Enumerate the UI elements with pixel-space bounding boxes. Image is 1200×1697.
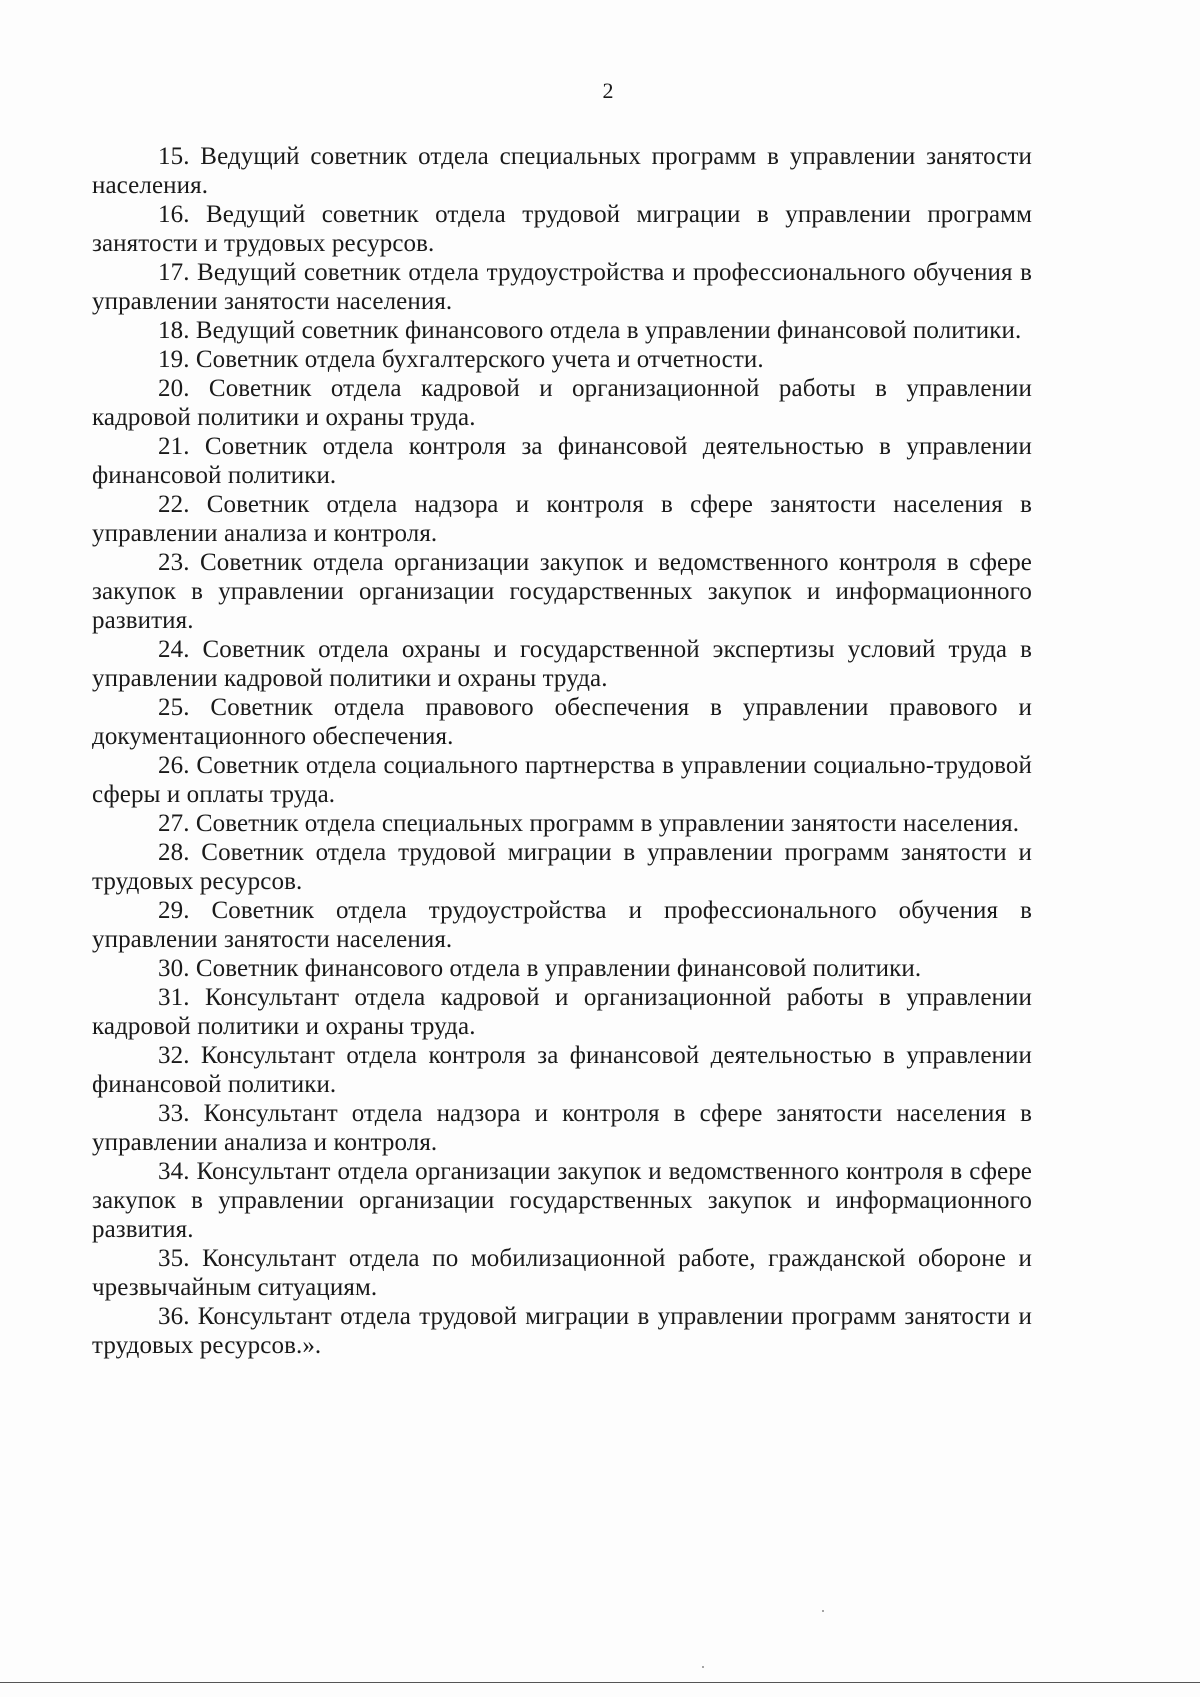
list-item: 27. Советник отдела специальных программ в управлении занятости населения. [158, 810, 1020, 837]
list-item: 17. Ведущий советник отдела трудоустройства и профессионального обучения в управлении занятости населения. [92, 259, 1032, 315]
scan-edge-line [0, 1682, 1200, 1683]
list-item: 19. Советник отдела бухгалтерского учета и отчетности. [158, 346, 764, 373]
list-item: 33. Консультант отдела надзора и контроля в сфере занятости населения в управлении анализа и контроля. [92, 1100, 1032, 1156]
position-list [92, 142, 1032, 1360]
list-item: 26. Советник отдела социального партнерства в управлении социально-трудовой сферы и оплаты труда. [92, 752, 1032, 808]
list-item: 22. Советник отдела надзора и контроля в сфере занятости населения в управлении анализа и контроля. [92, 491, 1032, 547]
scan-speck [822, 1610, 824, 1612]
list-item: 34. Консультант отдела организации закупок и ведомственного контроля в сфере закупок в управлении организации государственных закупок и информационного развития. [92, 1158, 1032, 1243]
list-item: 35. Консультант отдела по мобилизационной работе, гражданской обороне и чрезвычайным ситуациям. [92, 1245, 1032, 1301]
list-item: 31. Консультант отдела кадровой и организационной работы в управлении кадровой политики и охраны труда. [92, 984, 1032, 1040]
list-item: 32. Консультант отдела контроля за финансовой деятельностью в управлении финансовой политики. [92, 1042, 1032, 1098]
list-item: 29. Советник отдела трудоустройства и профессионального обучения в управлении занятости населения. [92, 897, 1032, 953]
list-item: 21. Советник отдела контроля за финансовой деятельностью в управлении финансовой политики. [92, 433, 1032, 489]
list-item: 18. Ведущий советник финансового отдела в управлении финансовой политики. [158, 317, 1022, 344]
list-item: 15. Ведущий советник отдела специальных программ в управлении занятости населения. [92, 143, 1032, 199]
page-number: 2 [602, 78, 614, 103]
list-item: 28. Советник отдела трудовой миграции в управлении программ занятости и трудовых ресурсов. [92, 839, 1032, 895]
list-item: 16. Ведущий советник отдела трудовой миграции в управлении программ занятости и трудовых ресурсов. [92, 201, 1032, 257]
list-item: 23. Советник отдела организации закупок и ведомственного контроля в сфере закупок в управлении организации государственных закупок и информационного развития. [92, 549, 1032, 634]
scan-speck [702, 1666, 704, 1668]
list-item: 25. Советник отдела правового обеспечения в управлении правового и документационного обеспечения. [92, 694, 1032, 750]
list-item: 36. Консультант отдела трудовой миграции в управлении программ занятости и трудовых ресурсов.». [92, 1303, 1032, 1359]
list-item: 20. Советник отдела кадровой и организационной работы в управлении кадровой политики и охраны труда. [92, 375, 1032, 431]
list-item: 30. Советник финансового отдела в управлении финансовой политики. [158, 955, 922, 982]
list-item: 24. Советник отдела охраны и государственной экспертизы условий труда в управлении кадровой политики и охраны труда. [92, 636, 1032, 692]
